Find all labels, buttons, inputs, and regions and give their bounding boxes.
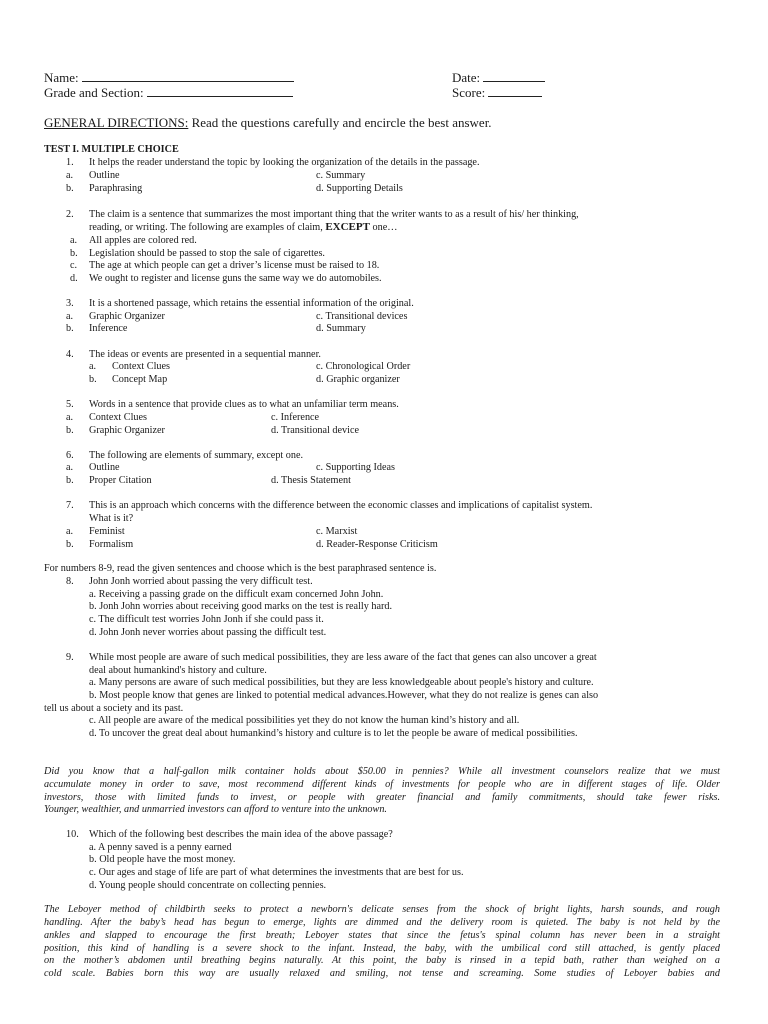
option-text: Transitional device: [281, 425, 360, 436]
question-text: John Jonh worried about passing the very difficult test.: [89, 576, 313, 587]
option-text[interactable]: Legislation should be passed to stop the sale of cigarettes.: [89, 248, 325, 259]
option-text: Reader-Response Criticism: [326, 539, 438, 550]
passage-line: The Leboyer method of childbirth seeks to protect a newborn's delicate senses from the shock of bright lights, harsh sounds, and rough: [44, 904, 720, 915]
option-letter: c.: [316, 361, 324, 372]
emphasis-text: EXCEPT: [325, 221, 370, 233]
option-text[interactable]: d. To uncover the great deal about humankind’s history and culture is to let the people be aware of medical possibilities.: [89, 728, 578, 739]
option-d[interactable]: [316, 182, 403, 195]
question-number: 1.: [66, 157, 74, 168]
date-blank[interactable]: [483, 70, 545, 82]
option-text: Marxist: [325, 526, 358, 537]
option-text[interactable]: Paraphrasing: [89, 183, 143, 194]
question-text: Words in a sentence that provide clues as to what an unfamiliar term means.: [89, 399, 399, 410]
option-d[interactable]: [271, 424, 359, 437]
passage-line: position, this kind of handling is a severe shock to the infant. Instead, the baby, with the umbilical cord still attached, is gently placed: [44, 943, 720, 954]
option-text[interactable]: Graphic Organizer: [89, 425, 165, 436]
option-text[interactable]: Concept Map: [112, 374, 168, 385]
option-c[interactable]: [316, 169, 365, 182]
passage-line: investors, those with limited funds to invest, or people with greater financial and family commitments, should take fewer risks.: [44, 792, 720, 803]
score-label: Score:: [452, 85, 486, 100]
option-text[interactable]: a. Many persons are aware of such medical possibilities, but they are less knowledgeable about people's history and culture.: [89, 677, 594, 688]
option-letter: d.: [271, 425, 279, 436]
option-letter[interactable]: b.: [66, 475, 74, 486]
score-blank[interactable]: [488, 85, 542, 97]
option-text[interactable]: c. All people are aware of the medical possibilities yet they do not know the human kind’s history and all.: [89, 715, 520, 726]
name-field[interactable]: [44, 70, 294, 86]
option-text[interactable]: a. Receiving a passing grade on the difficult exam concerned John John.: [89, 589, 384, 600]
option-letter[interactable]: a.: [66, 526, 74, 537]
option-text[interactable]: Outline: [89, 170, 120, 181]
option-letter[interactable]: a.: [70, 235, 78, 246]
question-text-line-2: [89, 221, 397, 234]
question-text-line-1: The claim is a sentence that summarizes the most important thing that the writer wants to as a result of his/ her thinking,: [89, 209, 579, 220]
option-text: Supporting Ideas: [325, 462, 395, 473]
passage-line: Younger, wealthier, and unmarried investors can afford to venture into the unknown.: [44, 804, 387, 815]
option-text: Inference: [280, 412, 320, 423]
option-text[interactable]: Graphic Organizer: [89, 311, 165, 322]
question-text-line-2: What is it?: [89, 513, 134, 524]
option-text[interactable]: Feminist: [89, 526, 125, 537]
option-d[interactable]: [316, 538, 438, 551]
option-text[interactable]: c. Our ages and stage of life are part of what determines the investments that are best for us.: [89, 867, 464, 878]
option-letter[interactable]: b.: [66, 183, 74, 194]
option-text[interactable]: a. A penny saved is a penny earned: [89, 842, 232, 853]
passage-line: on the mother’s abdomen until breathing begins naturally. At this point, the baby is rinsed in a tepid bath, rather than weighed on a: [44, 955, 720, 966]
paraphrase-instructions: For numbers 8-9, read the given sentences and choose which is the best paraphrased sentence is.: [44, 563, 437, 574]
option-c[interactable]: [316, 525, 357, 538]
option-letter: d.: [316, 374, 324, 385]
option-text[interactable]: b. Jonh John worries about receiving good marks on the test is really hard.: [89, 601, 393, 612]
option-text[interactable]: d. John Jonh never worries about passing the difficult test.: [89, 627, 327, 638]
option-text[interactable]: Outline: [89, 462, 120, 473]
passage-line: handling. After the baby’s head has begun to emerge, lights are dimmed and the delivery room is quieted. The baby is not held by the: [44, 917, 720, 928]
option-c[interactable]: [271, 411, 319, 424]
option-text[interactable]: Formalism: [89, 539, 134, 550]
passage-line: accumulate money in order to save, most recommend different kinds of investments for people who are in different stages of life. Older: [44, 779, 720, 790]
option-text[interactable]: Context Clues: [112, 361, 171, 372]
option-c[interactable]: [316, 360, 410, 373]
question-number: 10.: [66, 829, 79, 840]
option-letter[interactable]: b.: [66, 323, 74, 334]
option-letter: c.: [271, 412, 279, 423]
grade-section-field[interactable]: [44, 85, 293, 101]
option-text: Chronological Order: [325, 361, 411, 372]
option-letter[interactable]: b.: [70, 248, 78, 259]
option-letter[interactable]: a.: [66, 311, 74, 322]
option-text[interactable]: We ought to register and license guns the same way we do automobiles.: [89, 273, 382, 284]
question-number: 4.: [66, 349, 74, 360]
option-d[interactable]: [316, 373, 400, 386]
question-number: 5.: [66, 399, 74, 410]
option-text: Summary: [326, 323, 366, 334]
option-text[interactable]: The age at which people can get a driver’s license must be raised to 18.: [89, 260, 380, 271]
passage-line: Did you know that a half-gallon milk container holds about $50.00 in pennies? While all investment counselors realize that we must: [44, 766, 720, 777]
question-number: 7.: [66, 500, 74, 511]
date-field[interactable]: [452, 70, 545, 86]
option-letter[interactable]: b.: [66, 425, 74, 436]
option-d[interactable]: [316, 322, 366, 335]
question-text: Which of the following best describes the main idea of the above passage?: [89, 829, 393, 840]
option-letter: c.: [316, 462, 324, 473]
option-letter: c.: [316, 526, 324, 537]
option-letter[interactable]: d.: [70, 273, 78, 284]
question-text-line-1: This is an approach which concerns with the difference between the economic classes and implications of capitalist system.: [89, 500, 593, 511]
passage-line: cold scale. Babies born this way are usually relaxed and smiling, not tense and screaming. Some studies of Leboyer babies and: [44, 968, 720, 979]
question-number: 2.: [66, 209, 74, 220]
name-blank[interactable]: [82, 70, 294, 82]
option-letter: c.: [316, 170, 324, 181]
option-text[interactable]: c. The difficult test worries John Jonh if she could pass it.: [89, 614, 324, 625]
question-text: It is a shortened passage, which retains the essential information of the original.: [89, 298, 414, 309]
option-letter[interactable]: a.: [66, 170, 74, 181]
option-text[interactable]: Inference: [89, 323, 128, 334]
question-text-line-1: While most people are aware of such medical possibilities, they are less aware of the fact that genes can also uncover a great: [89, 652, 597, 663]
score-field[interactable]: [452, 85, 542, 101]
grade-section-label: Grade and Section:: [44, 85, 144, 100]
general-directions-label: GENERAL DIRECTIONS:: [44, 115, 189, 130]
option-letter: d.: [316, 539, 324, 550]
option-text[interactable]: b. Old people have the most money.: [89, 854, 236, 865]
option-text: Transitional devices: [325, 311, 408, 322]
option-text[interactable]: b. Most people know that genes are linked to potential medical advances.However, what they do not realize is genes can also: [89, 690, 599, 701]
option-letter: d.: [316, 183, 324, 194]
option-d[interactable]: [271, 474, 351, 487]
option-letter: c.: [316, 311, 324, 322]
grade-section-blank[interactable]: [147, 85, 293, 97]
option-letter[interactable]: c.: [70, 260, 78, 271]
question-text: reading, or writing. The following are examples of claim,: [89, 222, 323, 233]
option-text: Graphic organizer: [326, 374, 400, 385]
question-text: one…: [372, 222, 398, 233]
name-label: Name:: [44, 70, 79, 85]
option-letter: d.: [271, 475, 279, 486]
option-letter[interactable]: a.: [89, 361, 97, 372]
option-letter[interactable]: b.: [66, 539, 74, 550]
question-text: The ideas or events are presented in a sequential manner.: [89, 349, 321, 360]
option-text-continued[interactable]: tell us about a society and its past.: [44, 703, 184, 714]
question-number: 3.: [66, 298, 74, 309]
question-number: 9.: [66, 652, 74, 663]
passage-line: ankles and slapped to encourage the first breath; Leboyer states that since the fetus's spinal column has never been in a straight: [44, 930, 720, 941]
option-text[interactable]: d. Young people should concentrate on collecting pennies.: [89, 880, 327, 891]
general-directions: [44, 115, 492, 131]
option-text: Supporting Details: [326, 183, 403, 194]
option-c[interactable]: [316, 461, 395, 474]
question-number: 6.: [66, 450, 74, 461]
option-text: Thesis Statement: [281, 475, 351, 486]
option-letter: d.: [316, 323, 324, 334]
option-letter[interactable]: a.: [66, 412, 74, 423]
date-label: Date:: [452, 70, 481, 85]
option-text[interactable]: Context Clues: [89, 412, 148, 423]
option-text[interactable]: All apples are colored red.: [89, 235, 197, 246]
option-text: Summary: [325, 170, 366, 181]
question-text: The following are elements of summary, except one.: [89, 450, 304, 461]
general-directions-text: Read the questions carefully and encircle the best answer.: [191, 115, 492, 130]
option-letter[interactable]: b.: [89, 374, 97, 385]
question-text-line-2: deal about humankind's history and culture.: [89, 665, 267, 676]
question-number: 8.: [66, 576, 74, 587]
option-text[interactable]: Proper Citation: [89, 475, 152, 486]
option-letter[interactable]: a.: [66, 462, 74, 473]
test-title: TEST I. MULTIPLE CHOICE: [44, 144, 179, 155]
question-text: It helps the reader understand the topic by looking the organization of the details in the passage.: [89, 157, 480, 168]
